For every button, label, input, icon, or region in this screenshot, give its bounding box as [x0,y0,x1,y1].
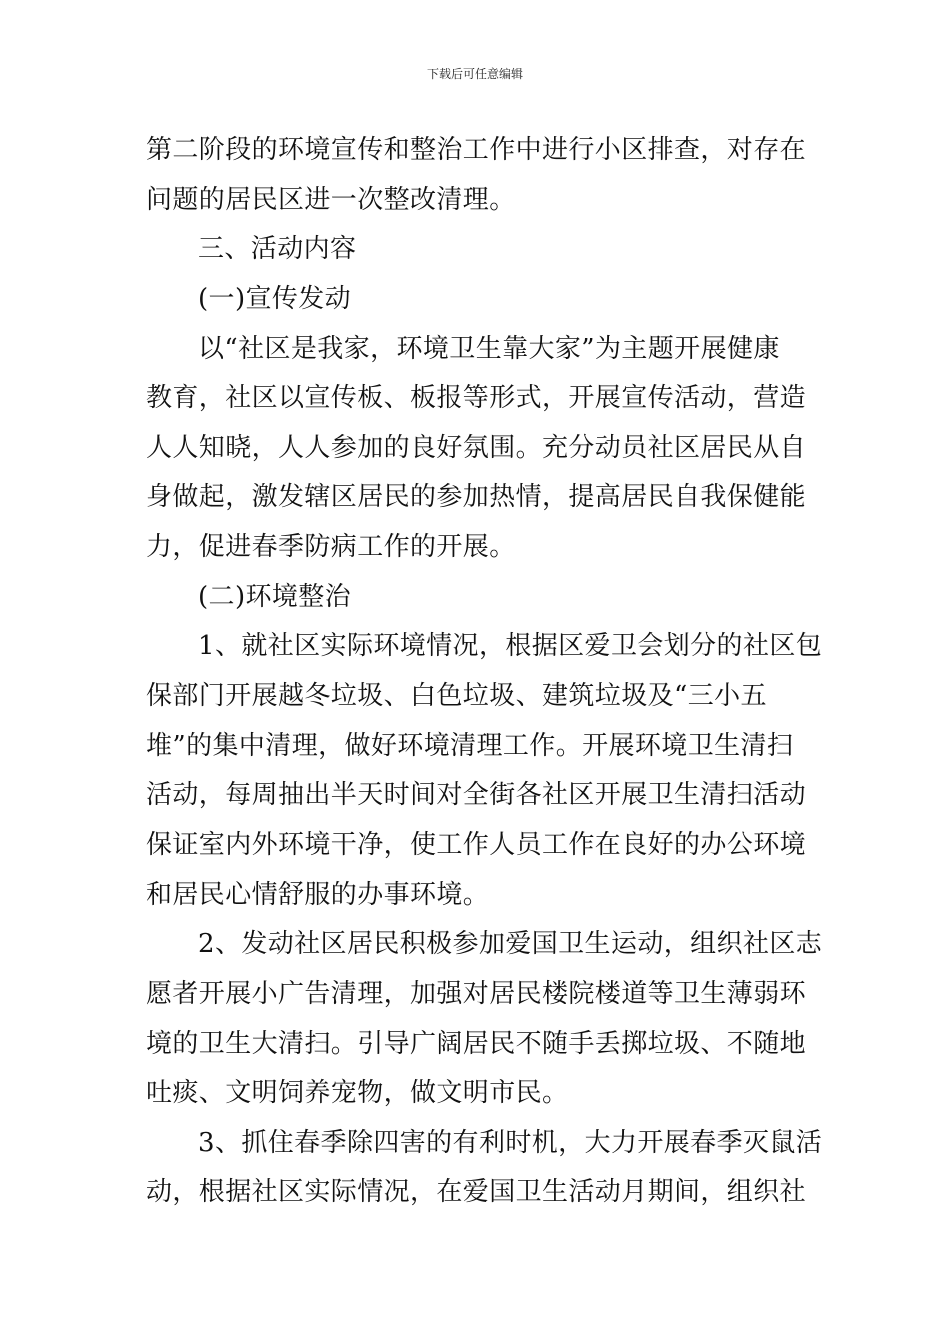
text-line: 愿者开展小广告清理，加强对居民楼院楼道等卫生薄弱环 [146,978,807,1009]
text-line: 2、发动社区居民积极参加爱国卫生运动，组织社区志 [198,929,823,960]
page-header-note: 下载后可任意编辑 [426,67,523,81]
text-line: 力，促进春季防病工作的开展。 [146,532,516,563]
text-line: 和居民心情舒服的办事环境。 [146,879,490,910]
text-line: 教育，社区以宣传板、板报等形式，开展宣传活动，营造 [146,383,807,414]
text-line: 问题的居民区进一次整改清理。 [146,184,516,215]
document-body [146,126,823,1218]
text-line: 保部门开展越冬垃圾、白色垃圾、建筑垃圾及“三小五 [146,681,767,712]
text-line: 三、活动内容 [198,234,357,265]
text-line: (一)宣传发动 [198,283,352,314]
text-line: 保证室内外环境干净，使工作人员工作在良好的办公环境 [146,829,807,860]
text-line: 身做起，激发辖区居民的参加热情，提高居民自我保健能 [146,482,807,513]
text-line: 活动，每周抽出半天时间对全街各社区开展卫生清扫活动 [146,780,807,811]
text-line: 境的卫生大清扫。引导广阔居民不随手丢掷垃圾、不随地 [146,1028,807,1059]
text-line: 堆”的集中清理，做好环境清理工作。开展环境卫生清扫 [146,730,794,761]
text-line: 以“社区是我家，环境卫生靠大家”为主题开展健康 [198,333,780,364]
text-line: 人人知晓，人人参加的良好氛围。充分动员社区居民从自 [146,432,807,463]
text-line: 1、就社区实际环境情况，根据区爱卫会划分的社区包 [198,631,823,662]
text-line: 动，根据社区实际情况，在爱国卫生活动月期间，组织社 [146,1177,807,1208]
text-line: 吐痰、文明饲养宠物，做文明市民。 [146,1078,569,1109]
text-line: 第二阶段的环境宣传和整治工作中进行小区排查，对存在 [146,135,807,165]
text-line: (二)环境整治 [198,581,352,612]
text-line: 3、抓住春季除四害的有利时机，大力开展春季灭鼠活 [198,1127,823,1158]
